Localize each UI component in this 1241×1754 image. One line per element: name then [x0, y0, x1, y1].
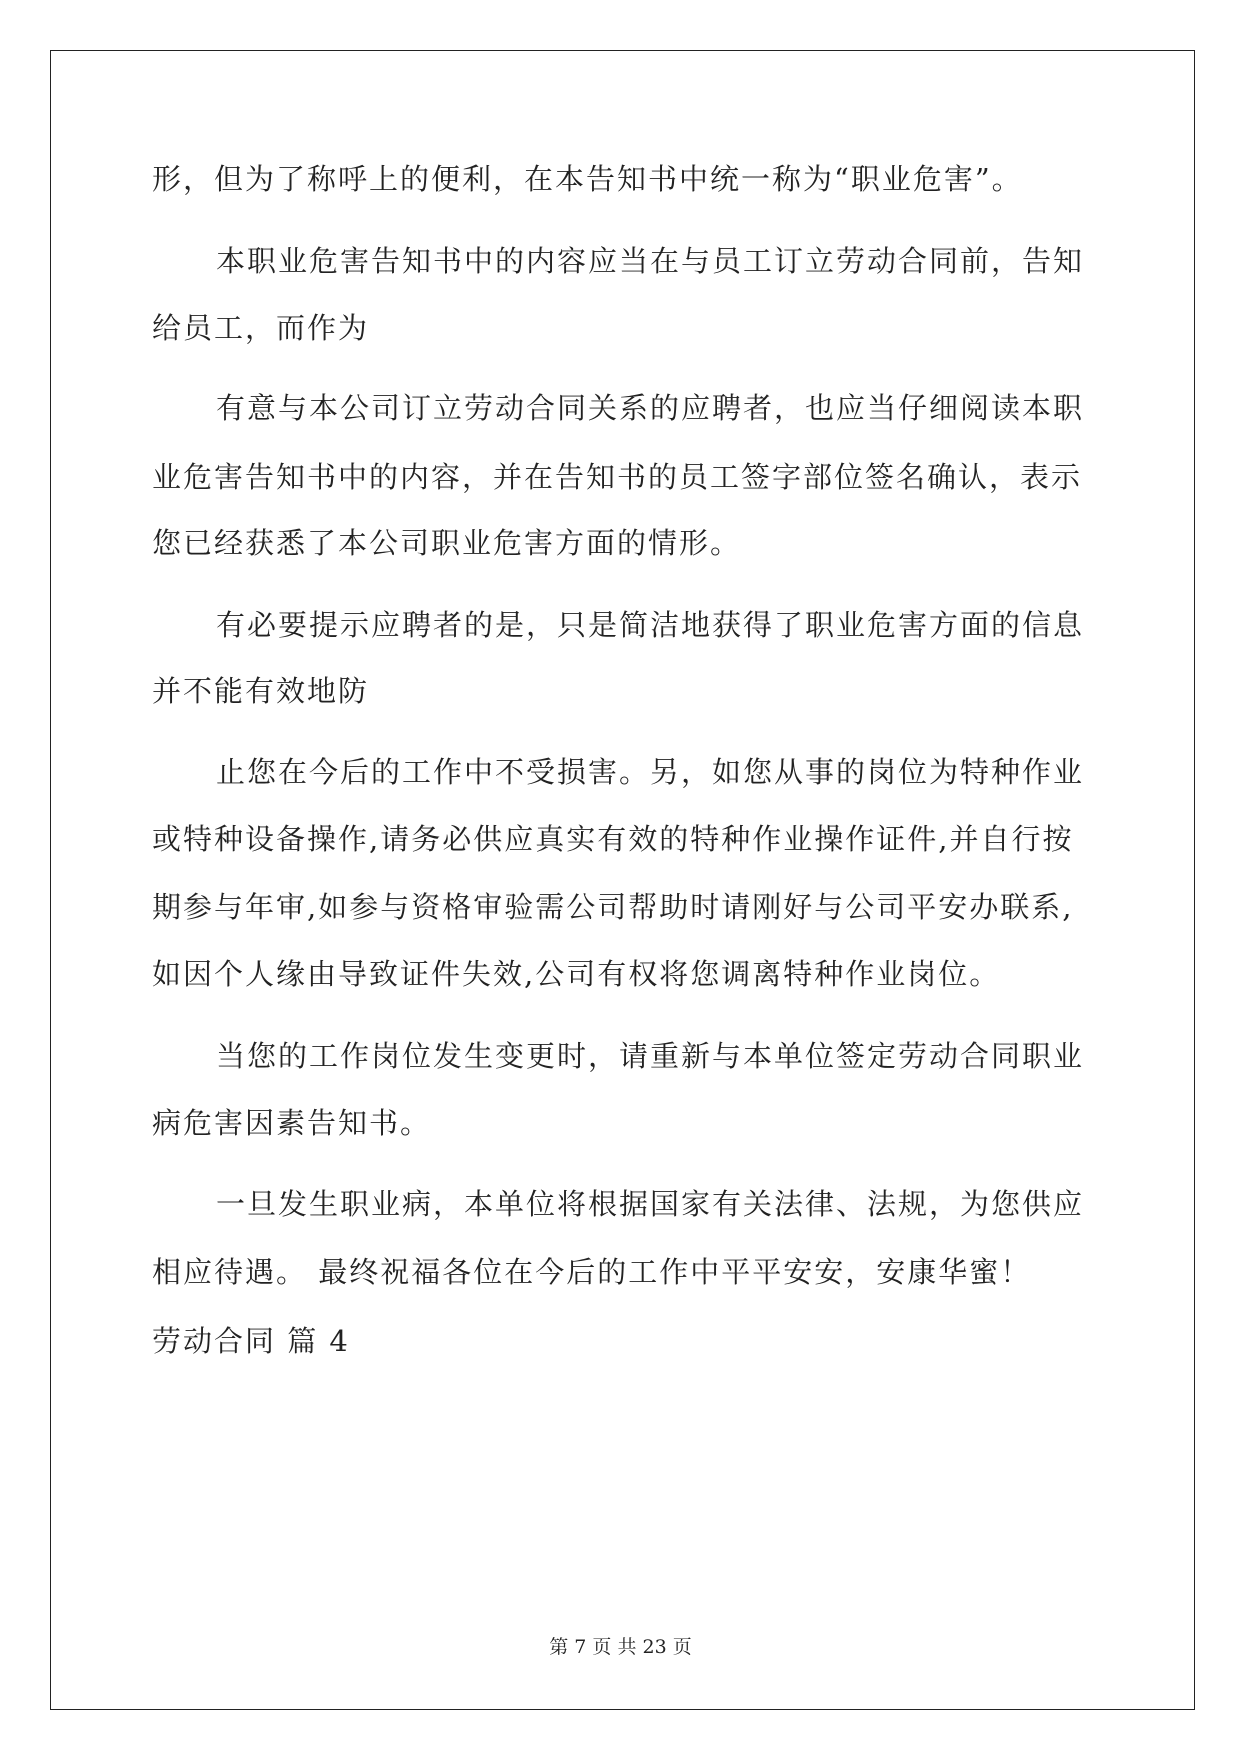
text-line: 或特种设备操作,请务必供应真实有效的特种作业操作证件,并自行按	[152, 822, 1074, 856]
page-number-footer: 第 7 页 共 23 页	[549, 1636, 692, 1658]
text-line: 如因个人缘由导致证件失效,公司有权将您调离特种作业岗位。	[152, 957, 1001, 991]
text-line: 形，但为了称呼上的便利，在本告知书中统一称为“职业危害”。	[152, 162, 1023, 196]
text-line: 相应待遇。 最终祝福各位在今后的工作中平平安安，安康华蜜！	[152, 1255, 1032, 1289]
text-line: 本职业危害告知书中的内容应当在与员工订立劳动合同前，告知	[216, 244, 1085, 278]
text-line: 业危害告知书中的内容，并在告知书的员工签字部位签名确认，表示	[152, 460, 1083, 494]
text-line: 您已经获悉了本公司职业危害方面的情形。	[152, 526, 742, 560]
text-line: 有必要提示应聘者的是，只是简洁地获得了职业危害方面的信息	[216, 608, 1085, 642]
text-line: 一旦发生职业病，本单位将根据国家有关法律、法规，为您供应	[216, 1187, 1085, 1221]
text-line: 止您在今后的工作中不受损害。另，如您从事的岗位为特种作业	[216, 755, 1085, 789]
section-heading: 劳动合同 篇 4	[152, 1324, 350, 1358]
text-line: 给员工，而作为	[152, 311, 370, 345]
text-line: 有意与本公司订立劳动合同关系的应聘者，也应当仔细阅读本职	[216, 391, 1085, 425]
text-line: 病危害因素告知书。	[152, 1106, 432, 1140]
text-line: 并不能有效地防	[152, 674, 370, 708]
page-border	[50, 50, 1195, 1710]
text-line: 期参与年审,如参与资格审验需公司帮助时请刚好与公司平安办联系,	[152, 890, 1074, 924]
text-line: 当您的工作岗位发生变更时，请重新与本单位签定劳动合同职业	[216, 1039, 1085, 1073]
